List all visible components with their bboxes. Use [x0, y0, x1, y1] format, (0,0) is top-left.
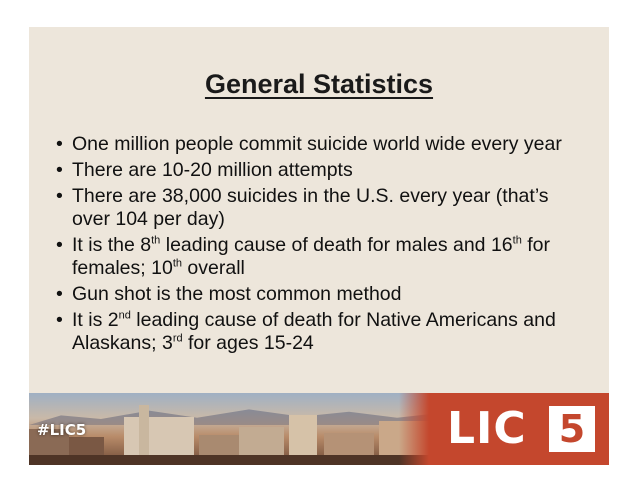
bullet-text: There are 38,000 suicides in the U.S. every year (that’s over 104 per day)	[72, 185, 549, 230]
bullet-text: It is 2	[72, 309, 119, 331]
bullet-dot-icon: •	[56, 283, 63, 305]
bullet-item	[56, 309, 586, 355]
bullet-text: overall	[182, 257, 245, 279]
bullet-superscript: th	[512, 234, 522, 247]
bullet-superscript: th	[172, 257, 182, 270]
bullet-dot-icon: •	[56, 309, 63, 331]
bullet-dot-icon: •	[56, 234, 63, 256]
bullet-text: for ages 15-24	[182, 332, 314, 354]
bullet-dot-icon: •	[56, 159, 63, 181]
ground	[29, 455, 429, 465]
lic5-logo	[429, 393, 609, 465]
bullet-item	[56, 159, 586, 182]
logo-text: LIC	[447, 403, 527, 454]
mountain-silhouette	[29, 401, 429, 425]
bullet-text: One million people commit suicide world wide every year	[72, 133, 562, 155]
hashtag-label: #LIC5	[37, 421, 87, 439]
bullet-text: for females; 10	[72, 234, 551, 279]
bullet-text: leading cause of death for males and 16	[160, 234, 513, 256]
bullet-text: It is the 8	[72, 234, 152, 256]
logo-number-box: 5	[549, 406, 595, 452]
banner	[29, 393, 609, 465]
bullet-superscript: nd	[118, 309, 131, 322]
bullet-text: leading cause of death for Native Americans and Alaskans; 3	[72, 309, 556, 354]
bullet-superscript: th	[151, 234, 161, 247]
bullet-text: There are 10-20 million attempts	[72, 159, 353, 181]
bullet-list	[56, 133, 586, 358]
bullet-item	[56, 185, 586, 231]
bullet-item	[56, 234, 586, 280]
bullet-item	[56, 133, 586, 156]
bullet-text: Gun shot is the most common method	[72, 283, 402, 305]
slide-title: General Statistics	[204, 69, 434, 99]
slide	[29, 27, 609, 465]
bullet-superscript: rd	[172, 332, 183, 345]
bullet-dot-icon: •	[56, 185, 63, 207]
bullet-dot-icon: •	[56, 133, 63, 155]
city-skyline-image	[29, 393, 429, 465]
bullet-item	[56, 283, 586, 306]
